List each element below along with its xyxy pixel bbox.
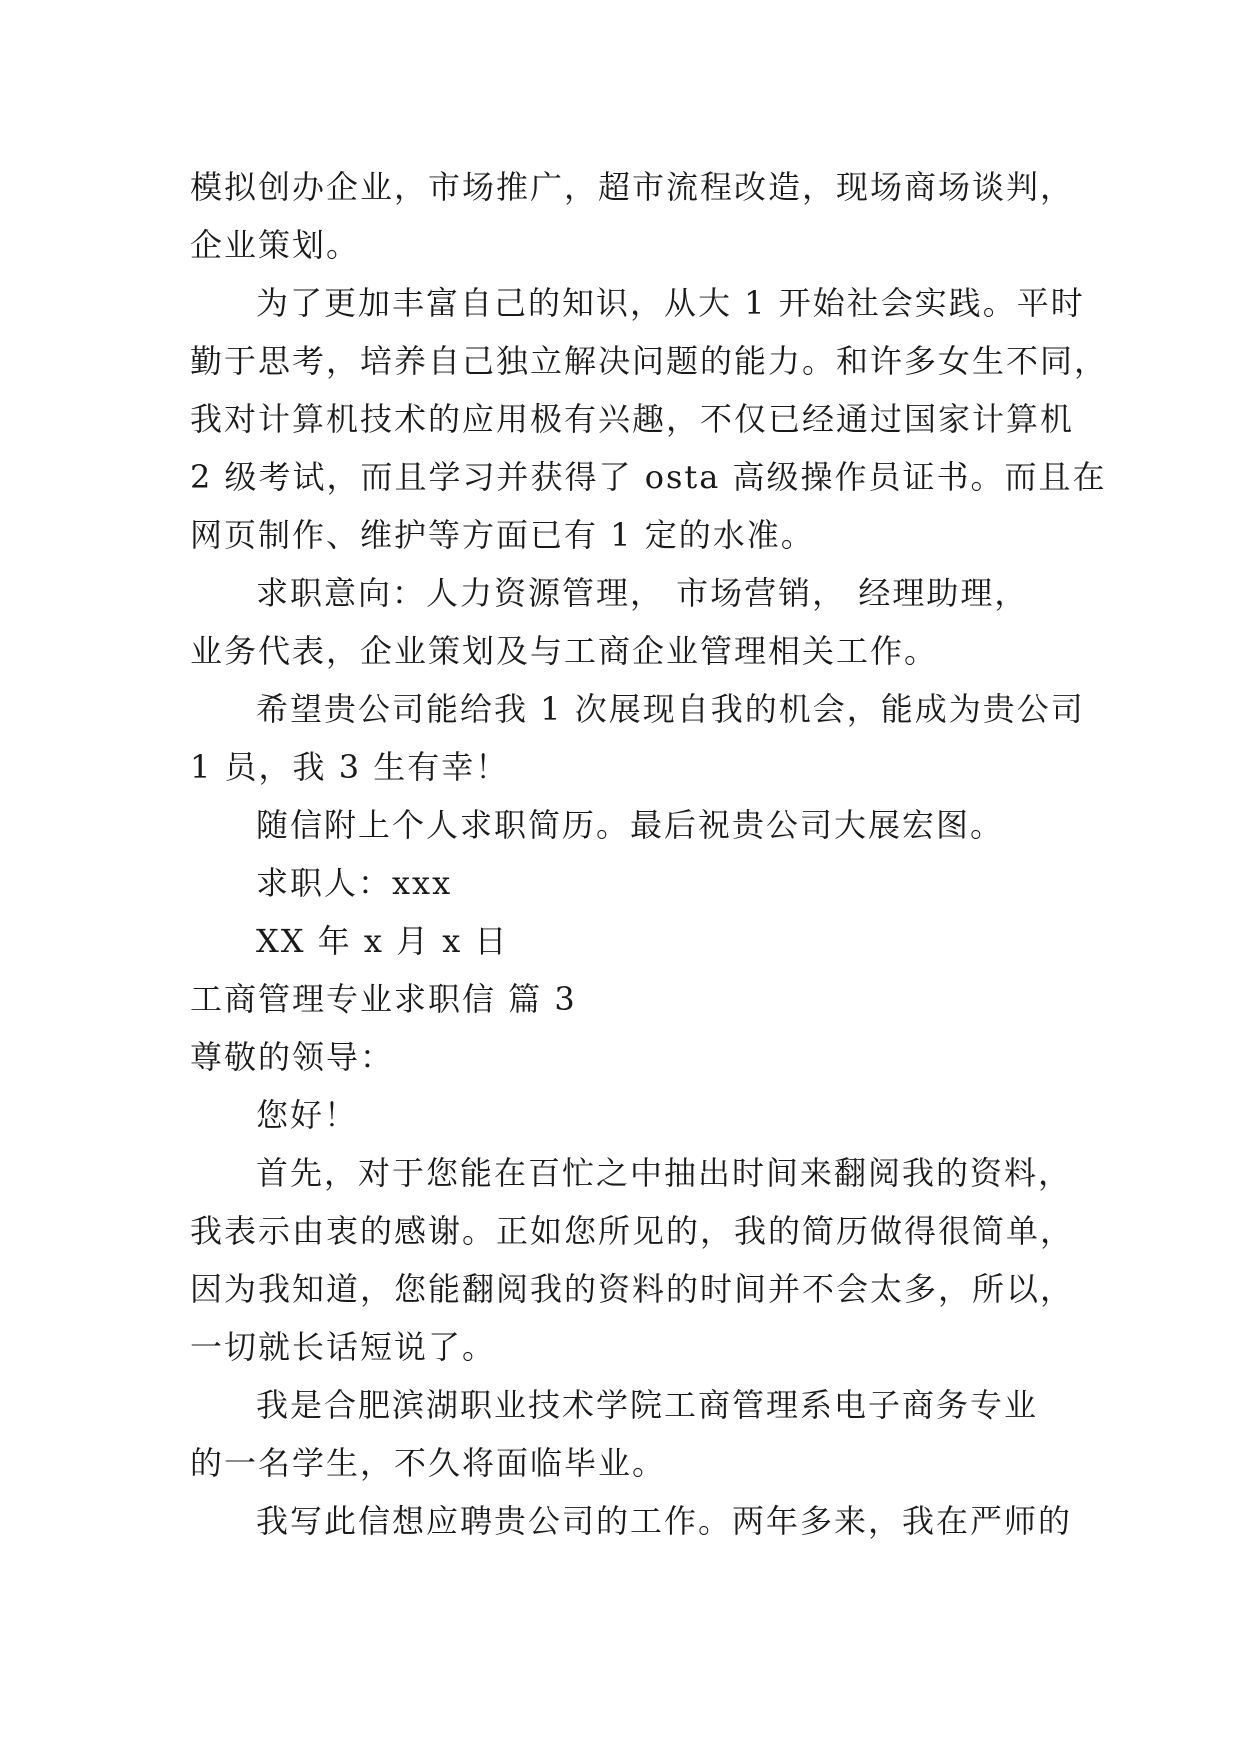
text-line: 希望贵公司能给我 1 次展现自我的机会，能成为贵公司 [256, 690, 1085, 728]
text-line: 勤于思考，培养自己独立解决问题的能力。和许多女生不同， [190, 342, 1109, 380]
text-line: 我写此信想应聘贵公司的工作。两年多来，我在严师的 [256, 1502, 1073, 1540]
text-line: 求职人：xxx [256, 864, 453, 902]
text-line: 模拟创办企业，市场推广，超市流程改造，现场商场谈判， [190, 168, 1075, 206]
text-line: 首先，对于您能在百忙之中抽出时间来翻阅我的资料， [256, 1154, 1073, 1192]
text-line: 您好！ [256, 1096, 359, 1134]
text-line: 我表示由衷的感谢。正如您所见的，我的简历做得很简单， [190, 1212, 1075, 1250]
text-line: 网页制作、维护等方面已有 1 定的水准。 [190, 516, 815, 554]
text-line: 企业策划。 [190, 226, 361, 264]
text-line: 我对计算机技术的应用极有兴趣，不仅已经通过国家计算机 [190, 400, 1075, 438]
text-line: 一切就长话短说了。 [190, 1328, 497, 1366]
text-line: XX 年 x 月 x 日 [256, 922, 509, 960]
text-line: 我是合肥滨湖职业技术学院工商管理系电子商务专业 [256, 1386, 1039, 1424]
text-line: 因为我知道，您能翻阅我的资料的时间并不会太多，所以， [190, 1270, 1075, 1308]
text-line: 业务代表，企业策划及与工商企业管理相关工作。 [190, 632, 939, 670]
text-line: 尊敬的领导： [190, 1038, 395, 1076]
text-line: 的一名学生，不久将面临毕业。 [190, 1444, 667, 1482]
text-line: 1 员，我 3 生有幸！ [190, 748, 510, 786]
text-line: 为了更加丰富自己的知识，从大 1 开始社会实践。平时 [256, 284, 1085, 322]
document-body [190, 158, 1109, 1550]
text-line: 2 级考试，而且学习并获得了 osta 高级操作员证书。而且在 [190, 458, 1107, 496]
text-line: 工商管理专业求职信 篇 3 [190, 980, 577, 1018]
text-line: 随信附上个人求职简历。最后祝贵公司大展宏图。 [256, 806, 1005, 844]
text-line: 求职意向：人力资源管理， 市场营销， 经理助理， [256, 574, 1029, 612]
